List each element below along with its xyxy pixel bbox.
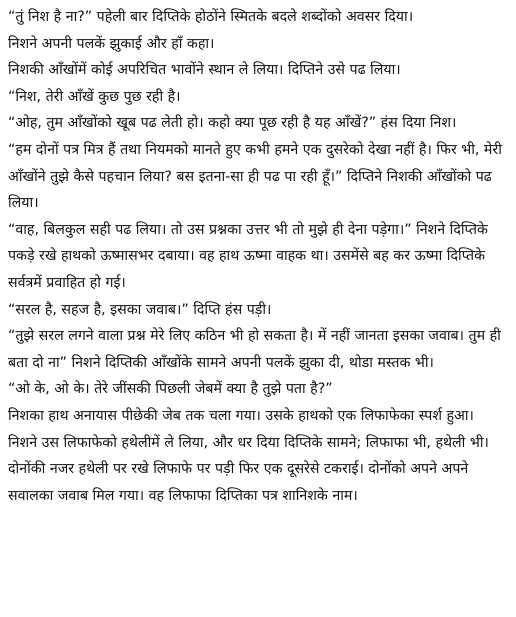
paragraph-3: निशकी आँखोंमें कोई अपरिचित भावोंने स्थान ले लिया। दिप्तिने उसे पढ लिया। [8, 62, 401, 79]
paragraph-6: “हम दोनों पत्र मित्र हैं तथा नियमको मानते हुए कभी हमने एक दुसरेको देखा नहीं है। फिर भी, मेरी आँखोंने तुझे कैसे पहचान लिया? बस इतना-सा ही पढ पा रही हूँ।” दिप्तिने निशकी आँखोंको पढ लिया। [8, 141, 502, 212]
paragraph-11: निशका हाथ अनायास पीछेकी जेब तक चला गया। उसके हाथको एक लिफाफेका स्पर्श हुआ। निशने उस लिफाफेको हथेलीमें ले लिया, और धर दिया दिप्तिके सामने; लिफाफा भी, हथेली भी। [8, 407, 489, 451]
paragraph-4: “निश, तेरी आँखें कुछ पुछ रही है। [8, 88, 181, 105]
paragraph-2: निशने अपनी पलकें झुकाई और हाँ कहा। [8, 35, 215, 52]
paragraph-9: “तुझे सरल लगने वाला प्रश्न मेरे लिए कठिन भी हो सकता है। में नहीं जानता इसका जवाब। तुम ही बता दो ना” निशने दिप्तिकी आँखोंके सामने अपनी पलकें झुका दी, थोडा मस्तक भी। [8, 328, 501, 371]
paragraph-12: दोनोंकी नजर हथेली पर रखे लिफाफे पर पड़ी फिर एक दूसरेसे टकराई। दोनोंको अपने अपने सवालका जवाब मिल गया। वह लिफाफा दिप्तिका पत्र शानिशके नाम। [8, 461, 469, 504]
paragraph-5: “ओह, तुम आँखोंको खूब पढ लेती हो। कहो क्या पूछ रही है यह आँखें?” हंस दिया निश। [8, 115, 457, 132]
paragraph-10: “ओ के, ओ के। तेरे जींसकी पिछली जेबमें क्या है तुझे पता है?” [8, 381, 333, 398]
paragraph-8: “सरल है, सहज है, इसका जवाब।” दिप्ति हंस पड़ी। [8, 301, 272, 318]
paragraph-1: “तुं निश है ना?” पहेली बार दिप्तिके होठोंने स्मितके बदले शब्दोंको अवसर दिया। [8, 9, 414, 25]
paragraph-7: “वाह, बिलकुल सही पढ लिया। तो उस प्रश्नका उत्तर भी तो मुझे ही देना पड़ेगा।” निशने दिप्तिके पकड़े रखे हाथको ऊष्मासभर दबाया। वह हाथ ऊष्मा वाहक था। उसमेंसे बह कर ऊष्मा दिप्तिके सर्वत्रमें प्रवाहित हो गई। [8, 221, 488, 291]
